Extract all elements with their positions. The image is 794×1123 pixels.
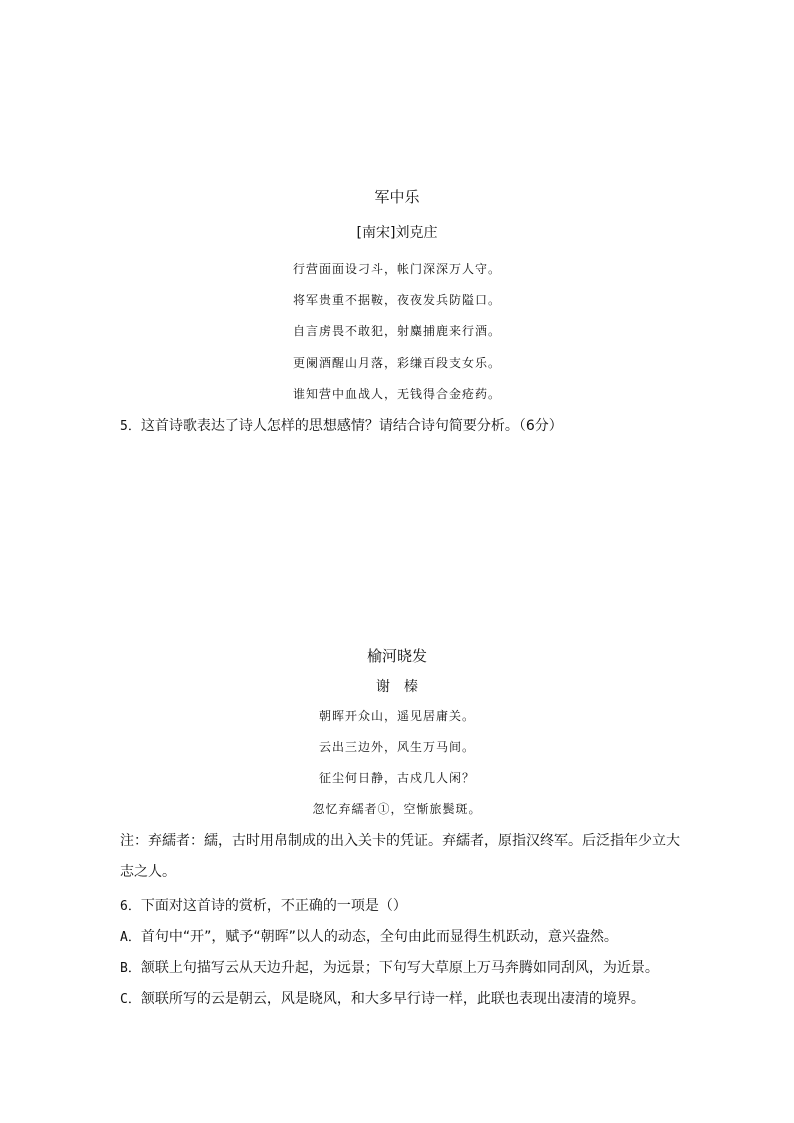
option-text: 颔联所写的云是朝云，风是晓风，和大多早行诗一样，此联也表现出凄清的境界。 <box>140 991 645 1007</box>
poem2-line: 征尘何日静，古戍几人闲？ <box>318 771 475 785</box>
option-label: A． <box>120 930 141 945</box>
poem1-author: [南宋]刘克庄 <box>356 225 438 241</box>
poem2-line: 忽忆弃繻者①，空惭旅鬓斑。 <box>312 802 482 816</box>
poem2-title: 榆河晓发 <box>366 647 427 665</box>
poem2-line: 云出三边外，风生万马间。 <box>318 740 475 754</box>
poem1-line: 更阑酒醒山月落，彩缣百段支女乐。 <box>292 356 501 370</box>
poem1-line: 自言虏畏不敢犯，射麋捕鹿来行酒。 <box>292 324 501 338</box>
option-label: C． <box>120 992 141 1007</box>
option-b <box>120 957 659 977</box>
poem2-line: 朝晖开众山，遥见居庸关。 <box>318 709 475 723</box>
question-6-number: 6． <box>120 899 141 914</box>
question-6-stem: 下面对这首诗的赏析，不正确的一项是（） <box>140 898 407 914</box>
poem1-line: 谁知营中血战人，无钱得合金疮药。 <box>292 387 501 401</box>
question-5 <box>120 415 563 435</box>
annotation-note: 注：弃繻者：繻，古时用帛制成的出入关卡的凭证。弃繻者，原指汉终军。后泛指年少立大志之人。 <box>120 833 680 880</box>
question-6 <box>120 895 407 915</box>
poem1-line: 行营面面设刁斗，帐门深深万人守。 <box>292 262 501 276</box>
option-text: 颔联上句描写云从天边升起，为远景；下句写大草原上万马奔腾如同刮风，为近景。 <box>140 960 659 976</box>
poem1-line: 将军贵重不据鞍，夜夜发兵防隘口。 <box>292 293 501 307</box>
question-5-number: 5． <box>120 419 141 434</box>
poem1-title: 军中乐 <box>374 188 420 206</box>
option-a <box>120 926 618 946</box>
option-text: 首句中“开”，赋予“朝晖”以人的动态，全句由此而显得生机跃动，意兴盎然。 <box>140 929 618 945</box>
poem2-author: 谢 榛 <box>376 679 418 695</box>
option-c <box>120 988 645 1008</box>
option-label: B． <box>120 961 141 976</box>
question-5-text: 这首诗歌表达了诗人怎样的思想感情？请结合诗句简要分析。（6分） <box>140 418 563 434</box>
